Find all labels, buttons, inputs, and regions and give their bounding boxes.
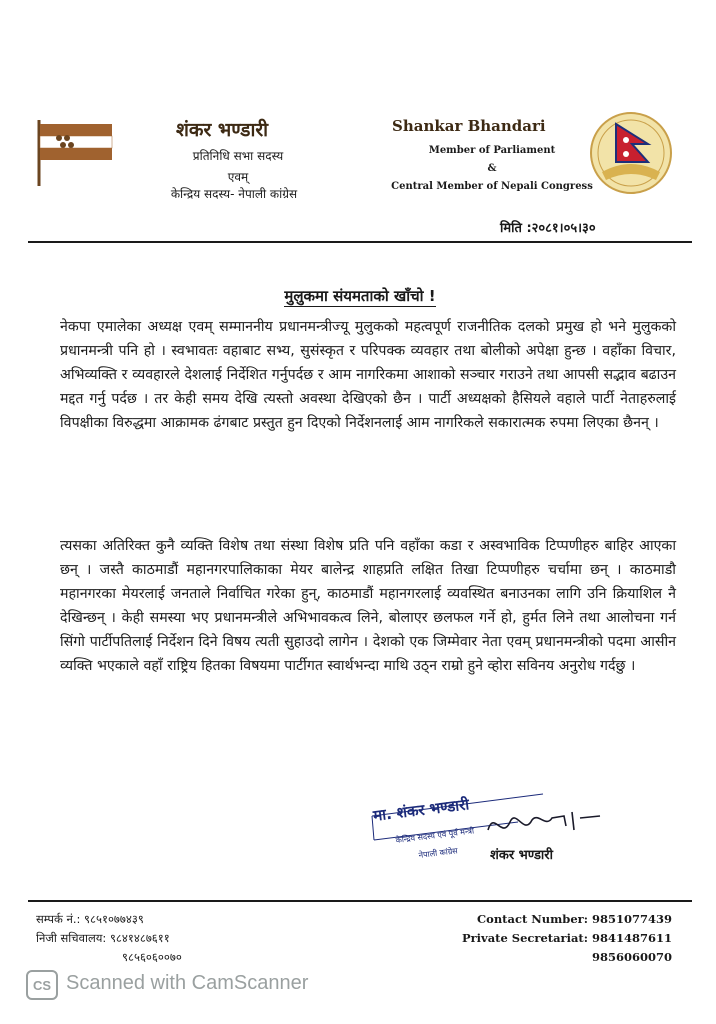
paragraph-2: त्यसका अतिरिक्त कुनै व्यक्ति विशेष तथा संस्था विशेष प्रति पनि वहाँका कडा र अस्वभाविक टिप्पणीहरु बाहिर आएका छन् । जस्तै काठमाडौं महानगरपालिकाका मेयर बालेन्द्र शाहप्रति लक्षित तिखा टिप्पणीहरु चर्चामा छन् । काठमाडौ महानगरका मेयरलाई जनताले निर्वाचित गरेका हुन्, काठमाडौं महानगरलाई व्यवस्थित बनाउनका लागि उनि क्रियाशिल नै देखिन्छन् । केही समस्या भए प्रधानमन्त्रीले अभिभावकत्व लिने, बोलाएर छलफल गर्ने हो, हुर्मत लिने तथा आलोचना गर्न सिंगो पार्टीपतिलाई निर्देशन दिने विषय त्यती सुहाउदो लागेन । देशको एक जिम्मेवार नेता एवम् प्रधानमन्त्रीको पदमा आसीन व्यक्ति भएकाले वहाँ राष्ट्रिय हितका विषयमा पार्टीगत स्वार्थभन्दा माथि उठ्न राम्रो हुने व्होरा सविनय अनुरोध गर्दछु । [60,538,676,674]
extra-number-nepali: ९८५६०६००७० [122,950,182,964]
camscanner-logo-icon [26,970,58,1000]
stamp-party: नेपाली कांग्रेस [418,846,459,860]
signed-name: शंकर भण्डारी [490,848,553,863]
date: मिति :२०८१।०५।३० [500,221,596,236]
contact-nepali: सम्पर्क नं.: ९८५१०७७४३९ [36,912,144,926]
stamp-name: मा. शंकर भण्डारी [372,795,471,825]
extra-number-english: 9856060070 [591,950,672,964]
name-english: Shankar Bhandari [392,117,546,135]
conjunction-nepali: एवम् [227,170,249,184]
letter-title [160,286,560,306]
parliament-logo [588,110,674,196]
party-flag [34,118,116,188]
secretary-english: Private Secretariat: 9841487611 [461,931,672,945]
role-nepali: प्रतिनिधि सभा सदस्य [192,149,284,163]
stamp-role: केन्द्रिय सदस्य एवं पूर्व मन्त्री [395,826,475,845]
party-nepali: केन्द्रिय सदस्य- नेपाली कांग्रेस [170,187,298,201]
camscanner-logo-text: CS [32,978,52,993]
handwritten-signature [480,800,610,845]
party-english: Central Member of Nepali Congress [391,181,593,192]
contact-english: Contact Number: 9851077439 [477,912,672,926]
letter-title-text: मुलुकमा संयमताको खाँचो ! [284,287,436,305]
role-english: Member of Parliament [428,145,556,156]
paragraph-1: नेकपा एमालेका अध्यक्ष एवम् सम्माननीय प्रधानमन्त्रीज्यू मुलुकको महत्वपूर्ण राजनीतिक दलको प्रमुख हो भने मुलुकको प्रधानमन्त्री पनि हो । स्वभावतः वहाबाट सभ्य, सुसंस्कृत र परिपक्क व्यवहार तथा बोलीको अपेक्षा हुन्छ । वहाँका विचार, अभिव्यक्ति र व्यवहारले देशलाई निर्देशित गर्नुपर्दछ र आम नागरिकमा आशाको सञ्चार गराउने तथा आपसी सद्भाव बढाउन मद्दत गर्नु पर्दछ । तर केही समय देखि त्यस्तो अवस्था देखिएको छैन । पार्टी अध्यक्षको हैसियले वहाले पार्टी नेताहरुलाई विपक्षीका विरुद्धमा आक्रामक ढंगबाट प्रस्तुत हुन दिएको निर्देशनलाई आम नागरिकले सकारात्मक रुपमा लिएका छैनन् । [60,319,676,431]
conjunction-english: & [487,163,497,174]
footer-divider [28,900,692,902]
name-nepali: शंकर भण्डारी [176,119,269,141]
header-divider [28,241,692,243]
secretary-nepali: निजी सचिवालय: ९८४१४८७६११ [36,931,170,945]
camscanner-watermark: Scanned with CamScanner [66,972,309,994]
